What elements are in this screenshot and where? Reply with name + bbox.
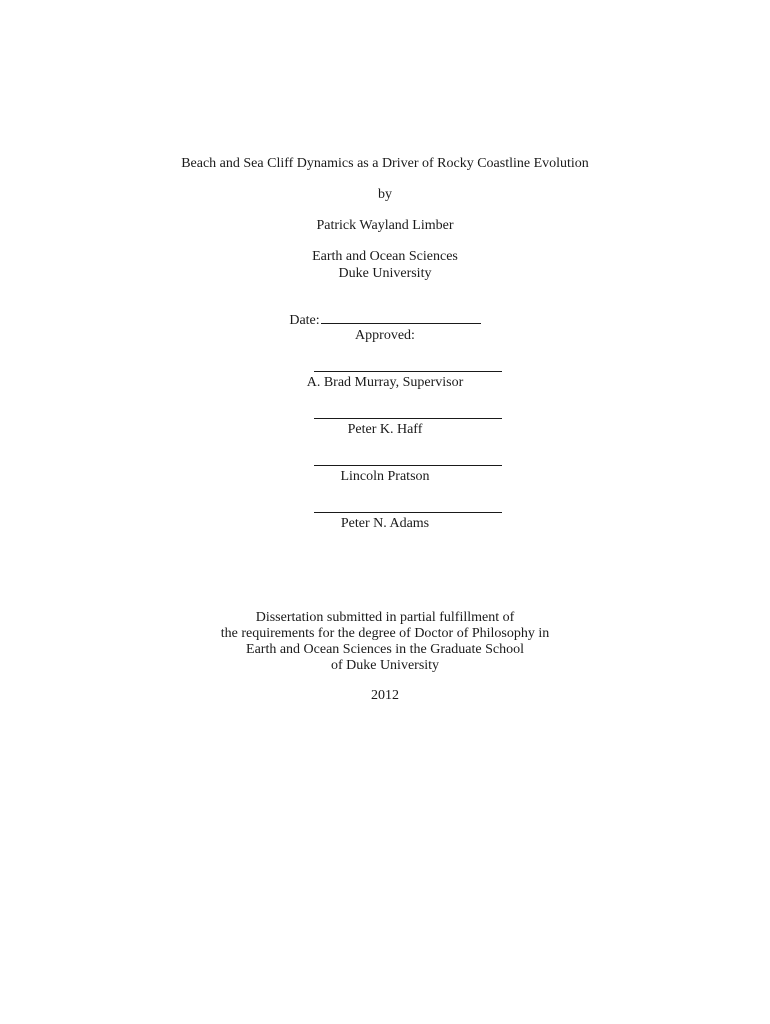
dissertation-title: Beach and Sea Cliff Dynamics as a Driver of Rocky Coastline Evolution [181,156,589,171]
committee-member: Peter K. Haff [347,422,423,437]
statement-line: of Duke University [330,658,440,673]
committee-member: Lincoln Pratson [340,469,430,484]
submission-year: 2012 [371,688,399,703]
date-label: Date: [289,313,320,328]
signature-line [314,371,502,372]
department-name: Earth and Ocean Sciences [312,249,458,264]
by-label: by [378,187,392,202]
statement-line: Dissertation submitted in partial fulfillment of [255,610,515,625]
signature-line [314,512,502,513]
committee-member: Peter N. Adams [340,516,430,531]
committee-member-supervisor: A. Brad Murray, Supervisor [306,375,464,390]
statement-line: the requirements for the degree of Doctor of Philosophy in [220,626,550,641]
university-name: Duke University [338,266,432,281]
statement-line: Earth and Ocean Sciences in the Graduate School [246,642,524,657]
signature-line [314,418,502,419]
signature-line [314,465,502,466]
author-name: Patrick Wayland Limber [316,218,454,233]
approved-label: Approved: [355,328,415,343]
date-field [0,311,770,328]
date-blank-line [321,311,481,324]
